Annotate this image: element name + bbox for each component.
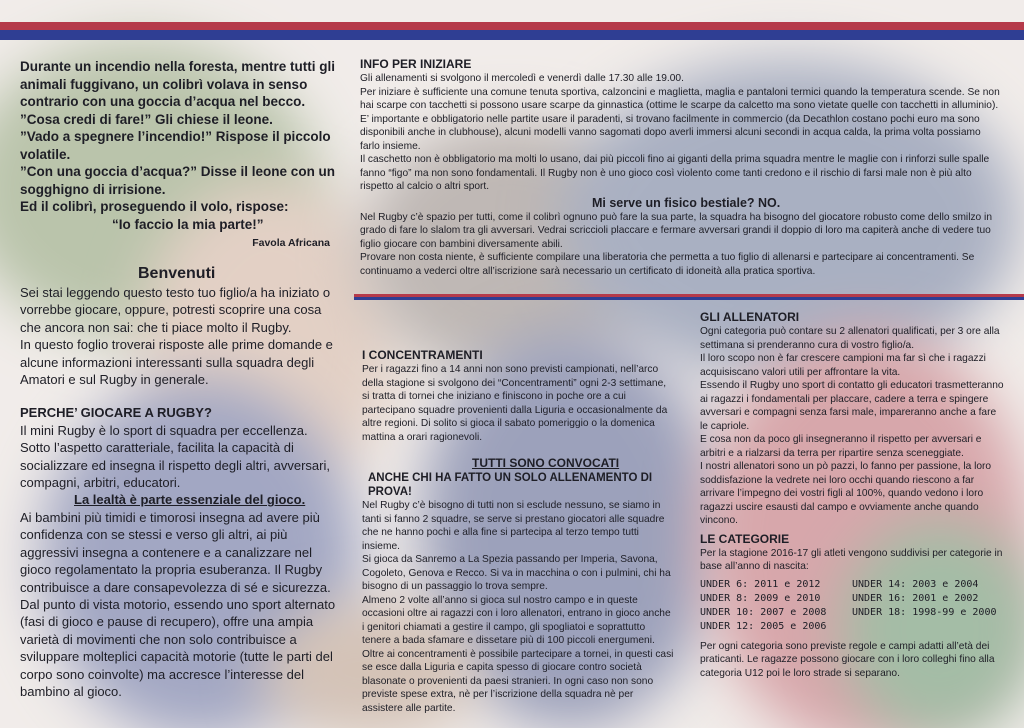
coaches-text: Essendo il Rugby uno sport di contatto gli educatori trasmetteranno ai ragazzi i fondamentali per placcare, cadere a terra e spingere avversari e compagni senza farsi male, impareranno anche a fare le capriole. — [700, 380, 1004, 432]
info-text: Gli allenamenti si svolgono il mercoledì e venerdì dalle 17.30 alle 19.00. — [360, 73, 684, 84]
info-text: Nel Rugby c’è spazio per tutti, come il colibrì ognuno può fare la sua parte, la squadra ha bisogno del giocatore robusto come dello smilzo in grado di fare lo slalom tra gli avversari. Vedrai scriccioli placcare e fermare avversari grandi il doppio di loro ma capiterà anche di vedere tuo figlio giocare con bambini diversamente abili. — [360, 211, 992, 250]
fable-source: Favola Africana — [252, 237, 330, 249]
fable-line: ”Cosa credi di fare!” Gli chiese il leone. — [20, 111, 273, 127]
fable-line: ”Vado a spegnere l’incendio!” Rispose il piccolo volatile. — [20, 129, 331, 162]
tutti-convocati-heading: TUTTI SONO CONVOCATI — [472, 456, 620, 470]
concentramenti-text: Oltre ai concentramenti è possibile partecipare a tornei, in questi casi se esce dalla Liguria e capita spesso di giocare contro società blasonate o provenienti da paesi stranieri. In ogni caso non sono previste spese extra, nè per l’iscrizione della squadra nè per assistere alle partite. — [362, 648, 674, 714]
coaches-text: I nostri allenatori sono un pò pazzi, lo fanno per passione, la loro soddisfazione la vedrete nei loro occhi quando riescono a far arrivare l’impegno dei vostri figli al 100%, quando vedono i loro ragazzi uscire esausti dal campo e ovviamente anche quando vincono. — [700, 461, 992, 526]
fable-line: Durante un incendio nella foresta, mentre tutti gli animali fuggivano, un colibrì volava in senso contrario con una goccia d’acqua nel becco. — [20, 59, 336, 109]
category-item: UNDER 16: 2001 e 2002 — [852, 592, 979, 604]
info-text: E’ importante e obbligatorio nelle partite usare il paradenti, si trovano facilmente in commercio (da Decathlon costano pochi euro ma sono disponibili anche in clubhouse), alcuni modelli vanno sagomati dopo averli immersi alcuni secondi in acqua calda, la prima volta possiamo farlo insieme. — [360, 113, 981, 152]
fable-line: Ed il colibrì, proseguendo il volo, rispose: — [20, 199, 289, 214]
concentramenti-title: I CONCENTRAMENTI — [362, 348, 483, 362]
categories-title: LE CATEGORIE — [700, 531, 790, 546]
mid-stripe-blue — [354, 297, 1024, 300]
coaches-section — [700, 310, 1005, 680]
fable-line: ”Con una goccia d’acqua?” Disse il leone con un sogghigno di irrisione. — [20, 164, 336, 197]
why-rugby-text: Ai bambini più timidi e timorosi insegna ad avere più confidenza con se stessi e verso gli altri, ai più aggressivi insegna a contenere e a canalizzare nel gioco regolamentato la propria esuberanza. Il Rugby contribuisce a dare consapevolezza di sé e sicurezza. — [20, 509, 331, 595]
info-text: Provare non costa niente, è sufficiente compilare una liberatoria che permetta a tuo figlio di allenarsi e partecipare ai concentramenti. Se continuamo a vederci oltre all’iscrizione sarà necessario un certificato di idoneità alla pratica sportiva. — [360, 252, 975, 277]
coaches-text: E cosa non da poco gli insegneranno il rispetto per avversari e arbitri e a rialzarsi da terra per ripartire senza sceneggiate. — [700, 434, 982, 459]
category-item: UNDER 8: 2009 e 2010 — [700, 592, 821, 604]
info-section — [360, 57, 1002, 278]
loyalty-heading: La lealtà è parte essenziale del gioco. — [74, 492, 306, 508]
why-rugby-title: PERCHE’ GIOCARE A RUGBY? — [20, 405, 212, 421]
welcome-section — [20, 264, 338, 700]
concentramenti-section — [362, 348, 674, 715]
anche-heading: ANCHE CHI HA FATTO UN SOLO ALLENAMENTO DI PROVA! — [368, 472, 653, 498]
category-item: UNDER 14: 2003 e 2004 — [852, 578, 979, 590]
welcome-intro-2: In questo foglio troverai risposte alle prime domande e alcune informazioni interessanti sulla squadra degli Amatori e sul Rugby in generale. — [20, 337, 333, 388]
info-text: Per iniziare è sufficiente una comune tenuta sportiva, calzoncini e maglietta, maglia e pantaloni termici quando la temperatura scende. Se non hai scarpe con tacchetti si possono usare scarpe da ginnastica (ottime le scarpe da calcetto ma sono vietate quelle con tacchetti in alluminio). — [360, 86, 1000, 111]
fable-motto: “Io faccio la mia parte!” — [112, 216, 264, 232]
info-title: INFO PER INIZIARE — [360, 57, 472, 71]
why-rugby-text: Dal punto di vista motorio, essendo uno sport alternato (fasi di gioco e pause di recupero), offre una ampia varietà di movimenti che non solo contribuisce a sviluppare molteplici capacità motorie (tutte le parti del corpo sono coinvolte) ma accresce l’interesse del bambino al gioco. — [20, 596, 336, 699]
concentramenti-text: Nel Rugby c’è bisogno di tutti non si esclude nessuno, se siamo in tanti si fanno 2 squadre, se serve si prestano giocatori alle squadre che ne hanno pochi e alla fine si partecipa al terzo tempo tutti insieme. — [362, 500, 665, 552]
coaches-title: GLI ALLENATORI — [700, 310, 800, 324]
concentramenti-text: Si gioca da Sanremo a La Spezia passando per Imperia, Savona, Cogoleto, Genova e Recco. Si va in macchina o con i pulmini, chi ha bisogno di un passaggio lo trova sempre. — [362, 554, 671, 592]
categories-note: Per ogni categoria sono previste regole e campi adatti all’età dei praticanti. Le ragazze possono giocare con i loro colleghi fino alla categoria U12 poi le loro strade si separano. — [700, 640, 995, 679]
fisico-heading: Mi serve un fisico bestiale? NO. — [592, 195, 781, 210]
coaches-text: Ogni categoria può contare su 2 allenatori qualificati, per 3 ore alla settimana si prenderanno cura di vostro figlio/a. — [700, 326, 1000, 351]
why-rugby-text: Sotto l’aspetto caratteriale, facilita la capacità di socializzare ed insegna il rispetto degli altri, avversari, compagni, arbitri, educatori. — [20, 440, 330, 491]
why-rugby-text: Il mini Rugby è lo sport di squadra per eccellenza. — [20, 422, 308, 438]
welcome-intro: Sei stai leggendo questo testo tuo figlio/a ha iniziato o vorrebbe giocare, oppure, potresti scoprire una cosa che ancora non sai: che ti piace molto il Rugby. — [20, 285, 331, 335]
coaches-text: Il loro scopo non è far crescere campioni ma far sì che i ragazzi acquisiscano valori utili per affrontare la vita. — [700, 353, 986, 378]
welcome-title: Benvenuti — [138, 265, 216, 282]
category-item: UNDER 10: 2007 e 2008 — [700, 606, 827, 618]
fable-section — [20, 58, 340, 253]
top-stripe-blue — [0, 30, 1024, 40]
concentramenti-text: Per i ragazzi fino a 14 anni non sono previsti campionati, nell’arco della stagione si svolgono dei “Concentramenti” ogni 2-3 settimane, si tratta di tornei che iniziano e finiscono in poche ore a cui partecipano squadre provenienti dalla Liguria e occasionalmente da altre regioni. Di solito si gioca il sabato pomeriggio o la domenica mattina a orari ragionevoli. — [362, 364, 668, 443]
top-stripe-red — [0, 22, 1024, 30]
concentramenti-text: Almeno 2 volte all’anno si gioca sul nostro campo e in queste occasioni oltre ai ragazzi con i loro allenatori, entrano in gioco anche i genitori chiamati a gestire il campo, gli spogliatoi e soprattutto tenere a bada sfamare e dissetare più di 100 piccoli energumeni. — [362, 594, 671, 646]
categories-table — [700, 578, 1005, 634]
category-item: UNDER 18: 1998-99 e 2000 — [852, 606, 997, 618]
category-item: UNDER 6: 2011 e 2012 — [700, 578, 821, 590]
categories-intro: Per la stagione 2016-17 gli atleti vengono suddivisi per categorie in base all’anno di nascita: — [700, 547, 1003, 572]
category-item — [852, 620, 1002, 634]
category-item: UNDER 12: 2005 e 2006 — [700, 620, 827, 632]
info-text: Il caschetto non è obbligatorio ma molti lo usano, dai più piccoli fino ai giganti della prima squadra mentre le maglie con i rinforzi sulle spalle fanno “figo” ma non sono fondamentali. Il Rugby non è uno gioco così violento come tanti credono e il rischio di farsi male non è più alto rispetto al calcio o altri sport. — [360, 154, 990, 192]
